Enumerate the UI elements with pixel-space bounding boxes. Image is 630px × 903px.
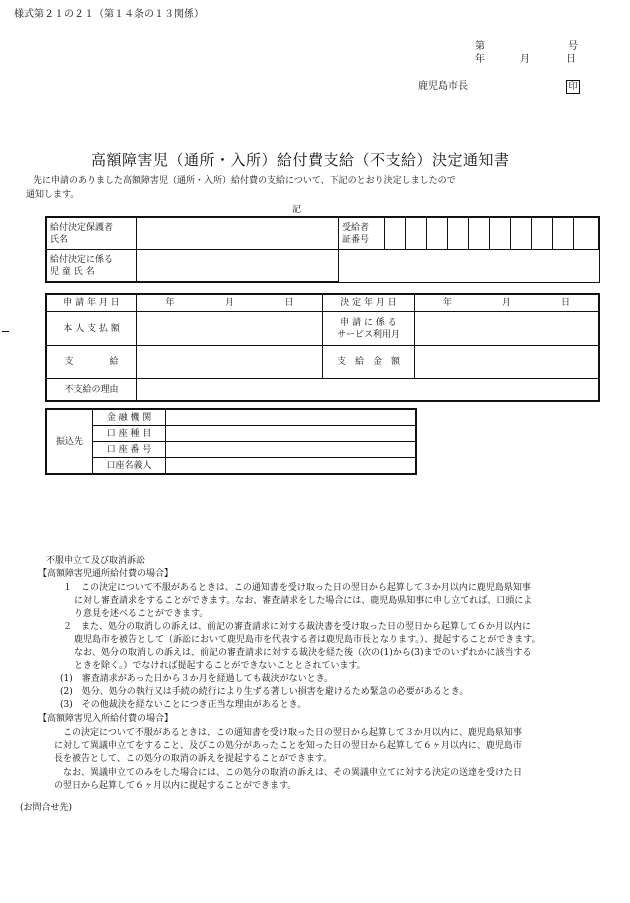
p3-line2: の翌日から起算して６ヶ月以内に提起することができます。 — [54, 781, 297, 791]
blank-area — [339, 250, 599, 282]
recipient-id-digit[interactable] — [448, 218, 469, 250]
account-holder-label: 口座名義人 — [93, 458, 166, 474]
sub-item-1: (1) 審査請求があった日から３か月を経過しても裁決がないとき。 — [60, 674, 334, 684]
recipient-id-digit[interactable] — [532, 218, 553, 250]
guardian-name-field[interactable] — [137, 218, 339, 250]
transfer-label: 振込先 — [47, 410, 93, 474]
item1-line3: り意見を述べることができます。 — [74, 609, 209, 619]
section1-heading: 【高額障害児通所給付費の場合】 — [38, 569, 174, 579]
item2-line4: ときを除く。）でなければ提起することができないこととされています。 — [74, 661, 366, 671]
amount-label: 支 給 金 額 — [323, 346, 415, 379]
intro-line-1: 先に申請のありました高額障害児（通所・入所）給付費の支給について、下記のとおり決定しましたので — [33, 176, 456, 186]
account-number-field[interactable] — [166, 442, 416, 458]
bank-field[interactable] — [166, 410, 416, 426]
item2-line3: なお、処分の取消しの訴えは、前記の審査請求に対する裁決を経た後（次の(1)から(3)までのいずれかに該当する — [74, 648, 532, 658]
seal-stamp: 印 — [566, 80, 580, 94]
child-name-label: 給付決定に係る 児 童 氏 名 — [47, 250, 137, 282]
account-type-field[interactable] — [166, 426, 416, 442]
apply-date-field[interactable]: 年 月 日 — [137, 295, 323, 312]
item1-line2: に対し審査請求をすることができます。なお、審査請求をした場合には、鹿児島県知事に申し立てれば、口頭によ — [74, 596, 533, 606]
decide-date-label: 決 定 年 月 日 — [323, 295, 415, 312]
child-name-field[interactable] — [137, 250, 339, 282]
bank-table — [46, 409, 416, 474]
amount-field[interactable] — [415, 346, 599, 379]
service-month-field[interactable] — [415, 312, 599, 346]
ki-label: 記 — [292, 205, 302, 215]
guardian-name-label: 給付決定保護者 氏名 — [47, 218, 137, 250]
item1-line1: １ この決定について不服があるときは、この通知書を受け取った日の翌日から起算して３か月以内に鹿児島県知事 — [63, 583, 531, 593]
apply-date-label: 申 請 年 月 日 — [47, 295, 137, 312]
recipient-id-digit[interactable] — [553, 218, 574, 250]
date-year: 年 — [475, 54, 485, 65]
document-title: 高額障害児（通所・入所）給付費支給（不支給）決定通知書 — [91, 151, 510, 169]
self-pay-label: 本 人 支 払 額 — [47, 312, 137, 346]
service-month-label: 申 請 に 係 る サービス利用月 — [323, 312, 415, 346]
mayor-label: 鹿児島市長 — [418, 81, 468, 92]
p3-line1: なお、異議申立てのみをした場合には、この処分の取消の訴えは、その異議申立てに対する決定の送達を受けた日 — [63, 768, 523, 778]
recipient-id-digit[interactable] — [469, 218, 490, 250]
number-suffix: 号 — [568, 41, 578, 52]
item2-line1: ２ また、処分の取消しの訴えは、前記の審査請求に対する裁決書を受け取った日の翌日から起算して６か月以内に — [63, 622, 532, 632]
date-day: 日 — [566, 54, 576, 65]
account-holder-field[interactable] — [166, 458, 416, 474]
item2-line2: 鹿児島市を被告として（訴訟において鹿児島市を代表する者は鹿児島市長となります。）、提起することができます。 — [74, 635, 541, 645]
recipient-id-digit[interactable] — [511, 218, 532, 250]
section2-heading: 【高額障害児入所給付費の場合】 — [38, 714, 174, 724]
date-month: 月 — [520, 54, 530, 65]
recipient-id-digit[interactable] — [427, 218, 448, 250]
self-pay-field[interactable] — [137, 312, 323, 346]
p2-line1: この決定について不服があるときは、この通知書を受け取った日の翌日から起算して３か月以内に、鹿児島県知事 — [63, 728, 522, 738]
sub-item-2: (2) 処分、処分の執行又は手続の続行により生ずる著しい損害を避けるため緊急の必要があるとき。 — [60, 687, 469, 697]
payment-label: 支 給 — [47, 346, 137, 379]
recipient-id-digit[interactable] — [406, 218, 427, 250]
recipient-id-digit[interactable] — [574, 218, 599, 250]
recipient-id-label: 受給者 証番号 — [339, 218, 385, 250]
recipient-id-digit[interactable] — [490, 218, 511, 250]
reason-field[interactable] — [137, 379, 599, 401]
margin-mark — [2, 331, 9, 332]
p2-line2: に対して異議申立てをすること、及びこの処分があったことを知った日の翌日から起算して６ヶ月以内に、鹿児島市 — [54, 741, 522, 751]
contact-label: (お問合せ先) — [20, 803, 73, 813]
p2-line3: 長を被告として、この処分の取消の訴えを提起することができます。 — [54, 754, 333, 764]
notes-heading: 不服申立て及び取消訴訟 — [46, 556, 146, 566]
payment-field[interactable] — [137, 346, 323, 379]
bank-label: 金 融 機 関 — [93, 410, 166, 426]
recipient-id-digit[interactable] — [385, 218, 406, 250]
decide-date-field[interactable]: 年 月 日 — [415, 295, 599, 312]
form-number: 様式第２１の２１（第１４条の１３関係） — [14, 9, 204, 20]
intro-line-2: 通知します。 — [26, 190, 80, 200]
number-label: 第 — [475, 41, 485, 52]
recipient-table — [46, 217, 599, 282]
account-type-label: 口 座 種 目 — [93, 426, 166, 442]
decision-table — [46, 294, 599, 401]
reason-label: 不支給の理由 — [47, 379, 137, 401]
account-number-label: 口 座 番 号 — [93, 442, 166, 458]
sub-item-3: (3) その他裁決を経ないことにつき正当な理由があるとき。 — [60, 700, 307, 710]
